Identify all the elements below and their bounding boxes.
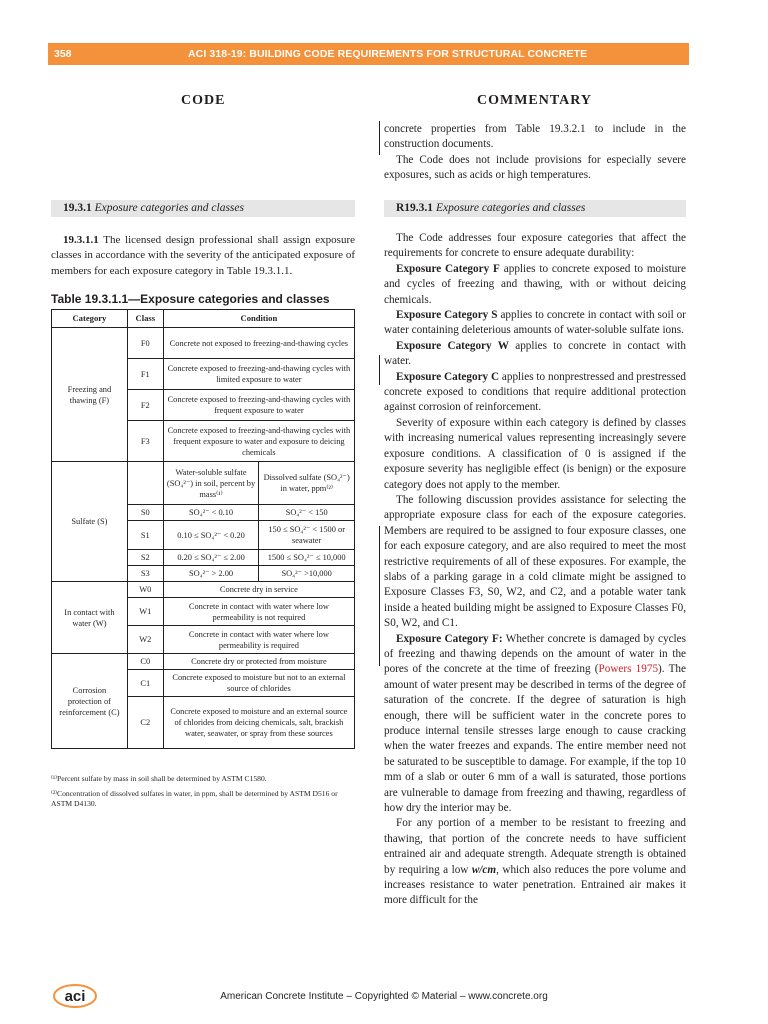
sulfate-soil-cell: 0.10 ≤ SO₄²⁻ < 0.20 [163,521,259,550]
sulfate-water-cell: 150 ≤ SO₄²⁻ < 1500 or seawater [259,521,355,550]
class-cell-empty [127,462,163,505]
page-number: 358 [54,48,72,60]
class-cell: C1 [127,670,163,697]
table-footnote-2: ⁽²⁾Concentration of dissolved sulfates in water, in ppm, shall be determined by ASTM D516 or ASTM D4130. [51,789,338,808]
commentary-p2: Exposure Category F applies to concrete exposed to moisture and cycles of freezing and thawing, with or without deicing chemicals. [384,262,686,306]
exposure-categories-table [51,309,355,749]
code-paragraph-19-3-1-1: 19.3.1.1 The licensed design professional shall assign exposure classes in accordance with the severity of the anticipated exposure of members for each exposure category in Table 19.3.1.1. [51,234,355,277]
code-column-heading: CODE [181,93,226,108]
class-cell: C2 [127,697,163,749]
sulfate-soil-cell: SO₄²⁻ < 0.10 [163,505,259,521]
condition-cell: Concrete dry or protected from moisture [163,654,354,670]
change-bar [379,121,380,155]
running-title: ACI 318-19: BUILDING CODE REQUIREMENTS FOR STRUCTURAL CONCRETE [188,48,588,60]
commentary-p4: Exposure Category W applies to concrete in contact with water. [384,339,686,368]
class-cell: S1 [127,521,163,550]
commentary-p5: Exposure Category C applies to nonprestressed and prestressed concrete exposed to conditions that require additional protection against corrosion of reinforcement. [384,370,687,414]
category-freezing: Freezing and thawing (F) [52,328,128,462]
commentary-p6: Severity of exposure within each category is defined by classes with increasing numerical values representing increasingly severe exposure conditions. A classification of 0 is assigned if the exposure severity has negligible effect (is benign) or the exposure category does not apply to the member. [384,416,686,491]
category-water: In contact with water (W) [52,582,128,654]
commentary-section-heading: R19.3.1 Exposure categories and classes [384,200,686,217]
table-title: Table 19.3.1.1—Exposure categories and classes [51,292,330,306]
class-cell: F1 [127,359,163,390]
category-corrosion: Corrosion protection of reinforcement (C) [52,654,128,749]
condition-cell: Concrete in contact with water where low permeability is not required [163,598,354,626]
running-header [48,43,689,65]
class-cell: W1 [127,598,163,626]
condition-cell: Concrete exposed to moisture and an external source of chlorides from deicing chemicals, salt, brackish water, seawater, or spray from these sources [163,697,354,749]
sulfate-water-cell: SO₄²⁻ < 150 [259,505,355,521]
sulfate-water-cell: SO₄²⁻ >10,000 [259,566,355,582]
class-cell: F0 [127,328,163,359]
sulfate-soil-header: Water-soluble sulfate (SO₄²⁻) in soil, percent by mass⁽¹⁾ [163,462,259,505]
class-cell: W2 [127,626,163,654]
commentary-intro-line2: The Code does not include provisions for especially severe exposures, such as acids or high temperatures. [384,153,686,182]
table-header-condition: Condition [163,310,354,328]
sulfate-water-cell: 1500 ≤ SO₄²⁻ ≤ 10,000 [259,550,355,566]
condition-cell: Concrete exposed to freezing-and-thawing cycles with limited exposure to water [163,359,354,390]
commentary-intro-line1: concrete properties from Table 19.3.2.1 to include in the construction documents. [384,123,686,151]
condition-cell: Concrete exposed to moisture but not to an external source of chlorides [163,670,354,697]
class-cell: S0 [127,505,163,521]
condition-cell: Concrete dry in service [163,582,354,598]
class-cell: F3 [127,421,163,462]
commentary-body [384,231,686,909]
aci-logo-text: aci [64,988,86,1005]
commentary-column-heading: COMMENTARY [477,93,593,108]
class-cell: S2 [127,550,163,566]
table-footnote-1: ⁽¹⁾Percent sulfate by mass in soil shall be determined by ASTM C1580. [51,774,267,783]
commentary-p3: Exposure Category S applies to concrete in contact with soil or water containing deleterious amounts of water-soluble sulfate ions. [384,309,686,337]
sulfate-soil-cell: 0.20 ≤ SO₄²⁻ ≤ 2.00 [163,550,259,566]
class-cell: S3 [127,566,163,582]
table-header-category: Category [52,310,128,328]
table-header-class: Class [127,310,163,328]
commentary-p9: For any portion of a member to be resistant to freezing and thawing, that portion of the concrete needs to have sufficient entrained air and adequate strength. Adequate strength is obtained by requiring a low w/cm, which also reduces the pore volume and increases resistance to water penetration. Entrained air makes it more difficult for the [384,817,686,907]
change-bar [379,526,380,666]
condition-cell: Concrete exposed to freezing-and-thawing cycles with frequent exposure to water and exposure to deicing chemicals [163,421,354,462]
sulfate-soil-cell: SO₄²⁻ > 2.00 [163,566,259,582]
condition-cell: Concrete in contact with water where low permeability is required [163,626,354,654]
class-cell: C0 [127,654,163,670]
class-cell: F2 [127,390,163,421]
code-section-heading: 19.3.1 Exposure categories and classes [51,200,355,217]
condition-cell: Concrete exposed to freezing-and-thawing cycles with frequent exposure to water [163,390,354,421]
condition-cell: Concrete not exposed to freezing-and-thawing cycles [163,328,354,359]
change-bar [379,355,380,385]
commentary-p8: Exposure Category F: Whether concrete is damaged by cycles of freezing and thawing depends on the amount of water in the pores of the concrete at the time of freezing (Powers 1975). The amount of water present may be described in terms of the degree of saturation of the concrete. If the degree of saturation is high enough, there will be sufficient water in the concrete pores to produce internal tensile stresses large enough to cause cracking when the water freezes and expands. The entire member need not be saturated to be susceptible to damage. For example, if the top 10 mm of a slab or outer 6 mm of a wall is saturated, those portions are vulnerable to damage from freezing and thawing, regardless of how dry the interior may be. [384,632,686,815]
page-footer: American Concrete Institute – Copyrighted © Material – www.concrete.org [220,991,548,1002]
commentary-p7: The following discussion provides assistance for selecting the appropriate exposure class for each of the exposure categories. Members are required to be assigned to four exposure classes, one for each exposure category, and are also required to meet the most restrictive requirements of all of these exposures. For example, the slabs of a parking garage in a cold climate might be assigned to Exposure Classes F3, S0, W2, and C2, and a potable water tank inside a heated building might be assigned to Exposure Classes F0, S0, W2, and C1. [384,493,686,630]
category-sulfate: Sulfate (S) [52,462,128,582]
class-cell: W0 [127,582,163,598]
powers-1975-reference-link[interactable]: Powers 1975 [598,663,659,676]
commentary-intro [384,122,686,184]
sulfate-water-header: Dissolved sulfate (SO₄²⁻) in water, ppm⁽²⁾ [259,462,355,505]
commentary-p1: The Code addresses four exposure categories that affect the requirements for concrete to ensure adequate durability: [384,232,686,260]
